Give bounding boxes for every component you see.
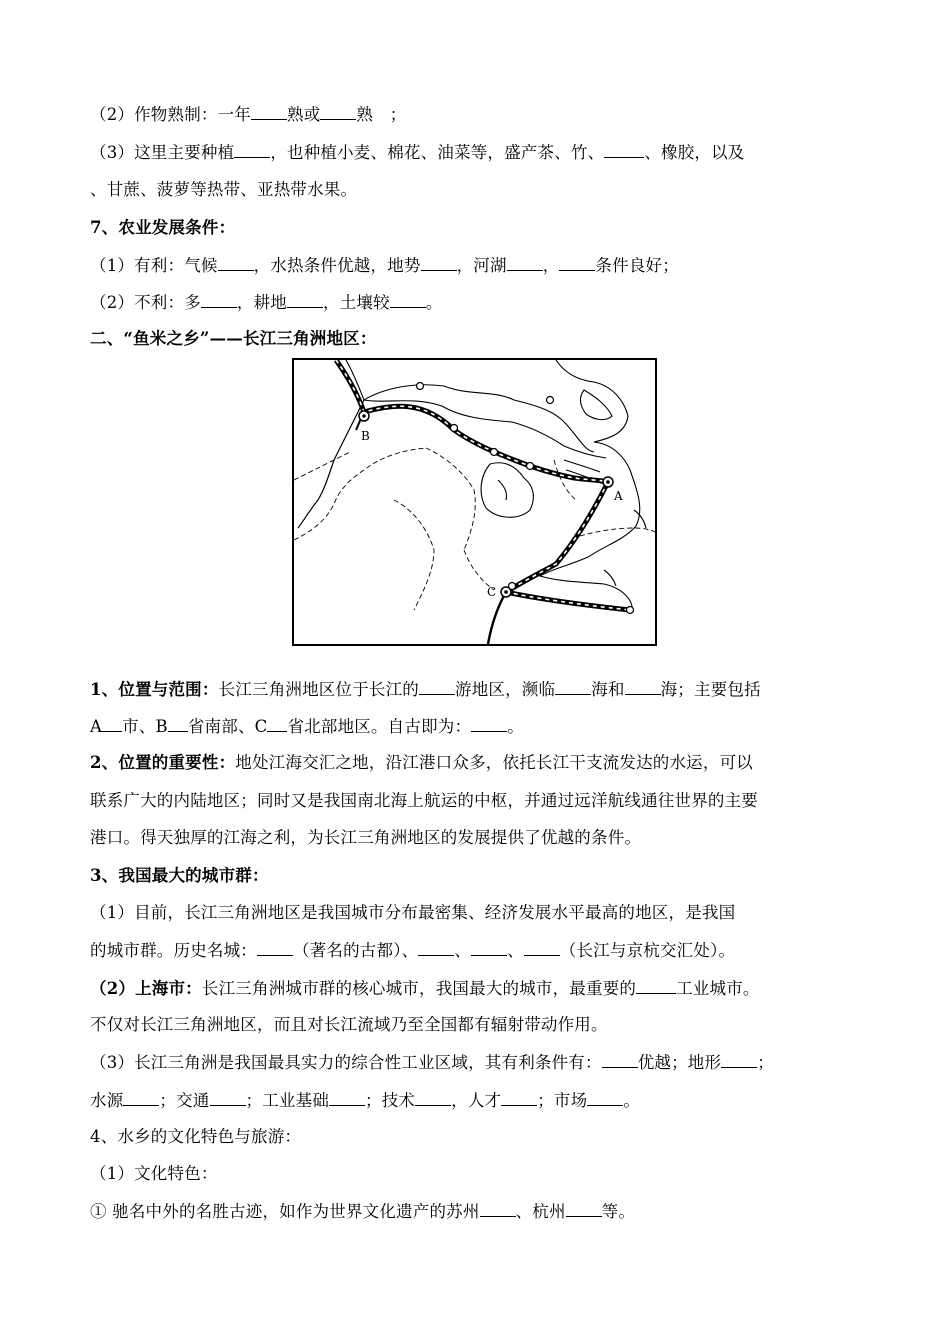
part-2-title: 二、“鱼米之乡”——长江三角洲地区： xyxy=(90,329,377,348)
text: 等。 xyxy=(601,1202,636,1221)
city-cluster-line-2 xyxy=(90,938,880,963)
blank[interactable] xyxy=(419,677,455,695)
location-title: 1、位置与范围： xyxy=(90,680,219,699)
label-c: C xyxy=(487,585,497,599)
text: （2）不利：多 xyxy=(90,293,201,312)
text: ，耕地 xyxy=(236,293,288,312)
boundary-west xyxy=(294,448,426,540)
section-7-title: 7、农业发展条件： xyxy=(90,218,236,237)
taihu-lake xyxy=(481,463,533,518)
text: （1）有利：气候 xyxy=(90,256,218,275)
blank[interactable] xyxy=(721,1050,757,1068)
unfavorable-conditions-line xyxy=(90,290,880,315)
text: 熟 ； xyxy=(356,105,407,124)
location-line-1 xyxy=(90,677,880,702)
text: ，也种植小麦、棉花、油菜等，盛产茶、竹、 xyxy=(270,143,605,162)
boundary-anhui xyxy=(426,448,475,550)
blank[interactable] xyxy=(210,1088,246,1106)
blank[interactable] xyxy=(636,976,676,994)
crop-rotation-line xyxy=(90,102,880,127)
text: ① 驰名中外的名胜古迹，如作为世界文化遗产的苏州 xyxy=(90,1202,480,1221)
blank[interactable] xyxy=(559,253,595,271)
blank[interactable] xyxy=(102,714,122,732)
city-marker xyxy=(451,425,458,432)
blank[interactable] xyxy=(415,1088,451,1106)
city-marker xyxy=(627,607,634,614)
lake-island xyxy=(498,480,507,500)
shanghai-title: （2）上海市： xyxy=(90,979,202,998)
text: （著名的古都）、 xyxy=(293,941,419,960)
text: 。 xyxy=(623,1091,641,1110)
blank[interactable] xyxy=(471,714,507,732)
railway-shanghai-hangzhou xyxy=(506,482,608,592)
industry-line-1 xyxy=(90,1050,880,1075)
text: 地处江海交汇之地，沿江港口众多，依托长江干支流发达的水运，可以 xyxy=(235,753,753,772)
blank[interactable] xyxy=(257,938,293,956)
importance-title: 2、位置的重要性： xyxy=(90,753,236,772)
text: 省北部地区。自古即为： xyxy=(287,717,472,736)
blank[interactable] xyxy=(587,1088,623,1106)
blank[interactable] xyxy=(604,140,644,158)
shanghai-line-2: 不仅对长江三角洲地区，而且对长江流域乃至全国都有辐射带动作用。 xyxy=(90,1015,608,1034)
favorable-conditions-line xyxy=(90,253,880,278)
text: 水源 xyxy=(90,1091,124,1110)
blank[interactable] xyxy=(234,140,270,158)
blank[interactable] xyxy=(267,714,287,732)
blank[interactable] xyxy=(471,938,507,956)
culture-item-1 xyxy=(90,1199,880,1224)
text: ；工业基础 xyxy=(245,1091,330,1110)
text: 条件良好； xyxy=(595,256,679,275)
railway-dash xyxy=(506,482,608,592)
blank[interactable] xyxy=(201,290,237,308)
blank[interactable] xyxy=(501,1088,537,1106)
boundary-shanghai xyxy=(580,528,655,536)
text: ； xyxy=(757,1053,774,1072)
text: 海；主要包括 xyxy=(660,680,761,699)
blank[interactable] xyxy=(566,1199,602,1217)
city-marker xyxy=(527,463,534,470)
boundary-inner xyxy=(394,500,434,610)
blank[interactable] xyxy=(625,677,661,695)
culture-sub-1: （1）文化特色： xyxy=(90,1164,218,1183)
text: 、甘蔗、菠萝等热带、亚热带水果。 xyxy=(90,180,358,199)
boundary-south xyxy=(464,550,494,590)
blank[interactable] xyxy=(602,1050,638,1068)
blank[interactable] xyxy=(507,253,543,271)
text: ， xyxy=(542,256,560,275)
city-marker xyxy=(547,397,554,404)
blank[interactable] xyxy=(251,102,287,120)
blank[interactable] xyxy=(218,253,254,271)
blank[interactable] xyxy=(390,290,426,308)
blank[interactable] xyxy=(421,253,457,271)
text: 。 xyxy=(425,293,443,312)
text: 长江三角洲地区位于长江的 xyxy=(218,680,419,699)
shanghai-line-1 xyxy=(90,976,880,1001)
text: 的城市群。历史名城： xyxy=(90,941,257,960)
text: 长江三角洲城市群的核心城市，我国最大的城市，最重要的 xyxy=(201,979,637,998)
text: ，河湖 xyxy=(456,256,507,275)
text: （3）这里主要种植 xyxy=(90,143,235,162)
text: 、橡胶，以及 xyxy=(644,143,745,162)
blank[interactable] xyxy=(287,290,323,308)
text: 熟或 xyxy=(287,105,321,124)
text: 海和 xyxy=(591,680,625,699)
railway-beijing-shanghai xyxy=(336,360,608,482)
text: ，土壤较 xyxy=(323,293,390,312)
blank[interactable] xyxy=(524,938,560,956)
yangtze-delta-map xyxy=(292,358,657,646)
boundary-west-2 xyxy=(294,452,350,480)
city-marker xyxy=(509,583,516,590)
text: 省南部、C xyxy=(187,717,268,736)
text: 、 xyxy=(454,941,472,960)
label-b: B xyxy=(361,429,370,443)
blank[interactable] xyxy=(555,677,591,695)
text: （3）长江三角洲是我国最具实力的综合性工业区域，其有利条件有： xyxy=(90,1053,602,1072)
city-marker xyxy=(417,383,424,390)
text: 工业城市。 xyxy=(676,979,760,998)
river-mouth-lines xyxy=(564,460,600,472)
crops-line xyxy=(90,140,880,165)
city-marker xyxy=(491,449,498,456)
importance-line-2: 联系广大的内陆地区；同时又是我国南北海上航运的中枢，并通过远洋航线通往世界的主要 xyxy=(90,791,758,810)
text: ，水热条件优越，地势 xyxy=(253,256,421,275)
text: （2）作物熟制：一年 xyxy=(90,105,251,124)
blank[interactable] xyxy=(329,1088,365,1106)
crops-line-2 xyxy=(90,178,880,202)
industry-line-2 xyxy=(90,1088,880,1113)
culture-title: 4、水乡的文化特色与旅游： xyxy=(90,1127,302,1146)
importance-line-1 xyxy=(90,751,880,775)
text: ；交通 xyxy=(159,1091,210,1110)
text: A xyxy=(90,717,103,736)
blank[interactable] xyxy=(168,714,188,732)
chongming-island xyxy=(580,390,612,420)
railway-south xyxy=(488,592,506,644)
text: ；市场 xyxy=(537,1091,588,1110)
blank[interactable] xyxy=(320,102,356,120)
blank[interactable] xyxy=(418,938,454,956)
coast-north xyxy=(556,360,628,442)
importance-line-3: 港口。得天独厚的江海之利，为长江三角洲地区的发展提供了优越的条件。 xyxy=(90,828,642,847)
text: ，人才 xyxy=(451,1091,502,1110)
text: 、杭州 xyxy=(515,1202,566,1221)
railway-dash xyxy=(336,360,608,482)
text: 市、B xyxy=(122,717,168,736)
location-line-2 xyxy=(90,714,880,739)
label-a: A xyxy=(614,489,623,503)
text: 、 xyxy=(507,941,524,960)
text: ；技术 xyxy=(365,1091,416,1110)
island-detail xyxy=(604,570,616,586)
text: 。 xyxy=(507,717,524,736)
blank[interactable] xyxy=(480,1199,516,1217)
city-cluster-line-1: （1）目前，长江三角洲地区是我国城市分布最密集、经济发展水平最高的地区，是我国 xyxy=(90,903,736,922)
text: 游地区，濒临 xyxy=(455,680,556,699)
text: （长江与京杭交汇处）。 xyxy=(559,941,736,960)
blank[interactable] xyxy=(123,1088,159,1106)
text: 优越；地形 xyxy=(637,1053,722,1072)
city-cluster-title: 3、我国最大的城市群： xyxy=(90,866,269,885)
